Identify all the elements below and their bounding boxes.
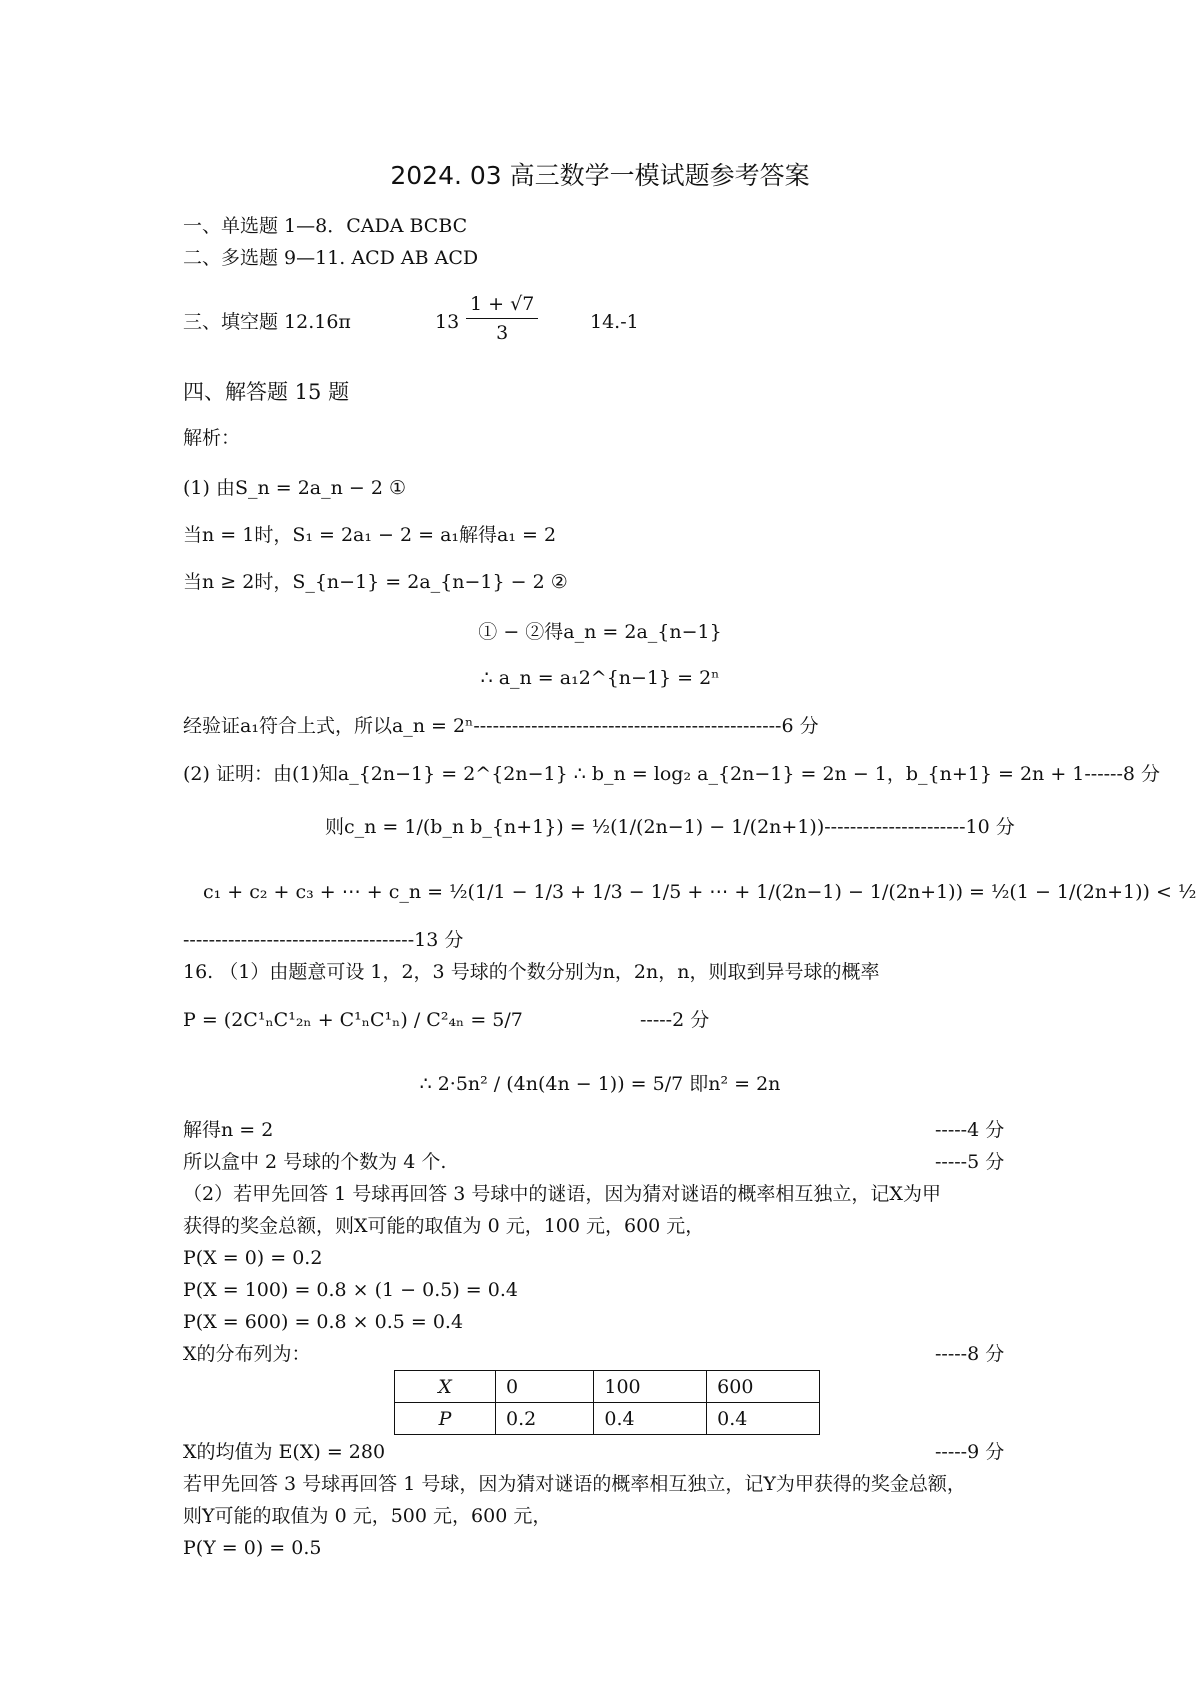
q16-line-7: 获得的奖金总额，则X可能的取值为 0 元，100 元，600 元， bbox=[183, 1215, 705, 1237]
table-cell: 600 bbox=[707, 1371, 820, 1403]
q15-line-8: 则c_n = 1/(b_n b_{n+1}) = ½(1/(2n−1) − 1/(2n+1))----------------------10 分 bbox=[325, 816, 1015, 838]
table-row bbox=[395, 1403, 820, 1435]
q16-line-13: 若甲先回答 3 号球再回答 1 号球，因为猜对谜语的概率相互独立，记Y为甲获得的奖金总额， bbox=[183, 1473, 966, 1495]
q16-line-14: 则Y可能的取值为 0 元，500 元，600 元， bbox=[183, 1505, 552, 1527]
q15-line-6: 经验证a₁符合上式，所以a_n = 2ⁿ------------------------------------------------6 分 bbox=[183, 715, 819, 737]
q16-line-12: X的均值为 E(X) = 280 bbox=[183, 1441, 386, 1463]
table-row bbox=[395, 1371, 820, 1403]
fill-blank-q14: 14.-1 bbox=[590, 311, 639, 333]
q15-line-9: c₁ + c₂ + c₃ + ⋯ + c_n = ½(1/1 − 1/3 + 1/3 − 1/5 + ⋯ + 1/(2n−1) − 1/(2n+1)) = ½(1 − 1/(2n+1)) < ½ bbox=[203, 881, 1197, 903]
fill-blank-q13-fraction bbox=[466, 290, 538, 347]
q16-score-2: -----2 分 bbox=[640, 1009, 710, 1031]
table-cell: 100 bbox=[594, 1371, 707, 1403]
table-cell: 0.4 bbox=[594, 1403, 707, 1435]
analysis-label: 解析： bbox=[183, 427, 241, 449]
distribution-table bbox=[394, 1370, 820, 1435]
q16-line-4: 解得n = 2 bbox=[183, 1119, 274, 1141]
table-cell: P bbox=[395, 1403, 496, 1435]
q16-line-3: ∴ 2·5n² / (4n(4n − 1)) = 5/7 即n² = 2n bbox=[419, 1073, 781, 1095]
q13-denominator: 3 bbox=[496, 322, 509, 344]
q15-line-2: 当n = 1时，S₁ = 2a₁ − 2 = a₁解得a₁ = 2 bbox=[183, 524, 557, 546]
single-choice-answers: 一、单选题 1—8．CADA BCBC bbox=[183, 215, 468, 237]
q15-line-7: (2) 证明：由(1)知a_{2n−1} = 2^{2n−1} ∴ b_n = log₂ a_{2n−1} = 2n − 1，b_{n+1} = 2n + 1------8 分 bbox=[183, 763, 1161, 785]
q16-line-10: P(X = 600) = 0.8 × 0.5 = 0.4 bbox=[183, 1311, 464, 1333]
q16-line-9: P(X = 100) = 0.8 × (1 − 0.5) = 0.4 bbox=[183, 1279, 518, 1301]
q15-line-1: (1) 由S_n = 2a_n − 2 ① bbox=[183, 477, 407, 499]
page-title: 2024. 03 高三数学一模试题参考答案 bbox=[390, 161, 810, 190]
table-cell: 0.4 bbox=[707, 1403, 820, 1435]
q15-line-4: ① − ②得a_n = 2a_{n−1} bbox=[478, 621, 722, 643]
q15-line-5: ∴ a_n = a₁2^{n−1} = 2ⁿ bbox=[480, 667, 720, 689]
q16-line-6: （2）若甲先回答 1 号球再回答 3 号球中的谜语，因为猜对谜语的概率相互独立，记X为甲 bbox=[183, 1183, 941, 1205]
q16-line-11: X的分布列为： bbox=[183, 1343, 311, 1365]
q16-line-15: P(Y = 0) = 0.5 bbox=[183, 1537, 322, 1559]
q16-line-8: P(X = 0) = 0.2 bbox=[183, 1247, 323, 1269]
q13-numerator: 1 + √7 bbox=[466, 290, 538, 319]
q16-score-9: -----9 分 bbox=[935, 1441, 1005, 1463]
table-cell: X bbox=[395, 1371, 496, 1403]
q16-line-5: 所以盒中 2 号球的个数为 4 个. bbox=[183, 1151, 447, 1173]
q16-score-4: -----4 分 bbox=[935, 1119, 1005, 1141]
q15-line-3: 当n ≥ 2时，S_{n−1} = 2a_{n−1} − 2 ② bbox=[183, 571, 568, 593]
q16-score-5: -----5 分 bbox=[935, 1151, 1005, 1173]
q16-line-1: 16. （1）由题意可设 1，2，3 号球的个数分别为n，2n，n，则取到异号球的概率 bbox=[183, 961, 880, 983]
q16-score-8: -----8 分 bbox=[935, 1343, 1005, 1365]
multiple-choice-answers: 二、多选题 9—11. ACD AB ACD bbox=[183, 247, 479, 269]
table-cell: 0 bbox=[496, 1371, 594, 1403]
fill-blank-q13-label: 13 bbox=[435, 311, 460, 333]
q15-line-10: ------------------------------------13 分 bbox=[183, 929, 464, 951]
q16-line-2: P = (2C¹ₙC¹₂ₙ + C¹ₙC¹ₙ) / C²₄ₙ = 5/7 bbox=[183, 1009, 523, 1031]
fill-blank-q12: 三、填空题 12.16π bbox=[183, 311, 351, 333]
section-four-heading: 四、解答题 15 题 bbox=[183, 380, 350, 404]
table-cell: 0.2 bbox=[496, 1403, 594, 1435]
